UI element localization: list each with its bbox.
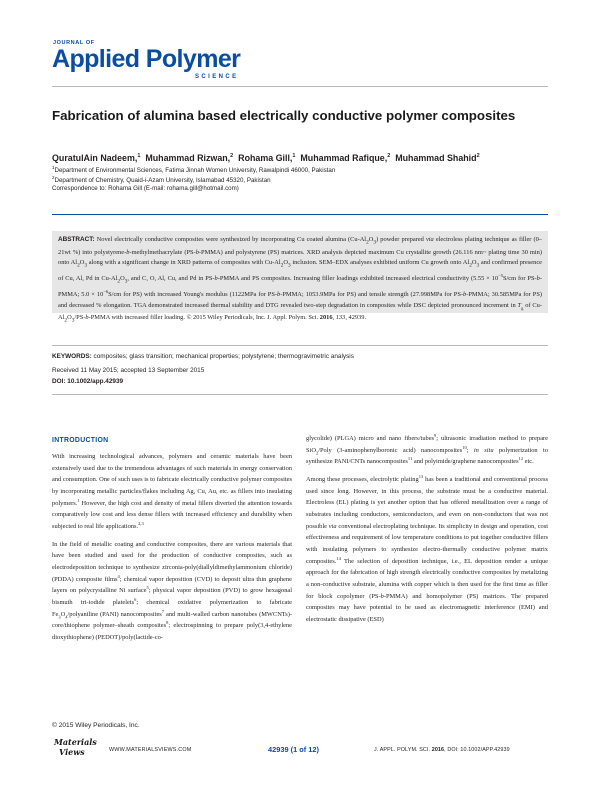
article-title: Fabrication of alumina based electrically conductive polymer composites xyxy=(52,108,516,123)
body-text: /polyaniline (PANI) nanocomposites xyxy=(67,610,162,618)
abstract-text: of Cu-Al xyxy=(58,301,542,322)
citation-ref: 7 xyxy=(161,608,165,614)
body-text: ; physical vapor deposition (PVD) to grow hexagonal bismuth tri-iodide platelets xyxy=(52,587,292,606)
body-text: polymerization to synthesize PANI/CNTs nanocomposites xyxy=(306,446,549,466)
journal-logo-prefix: JOURNAL OF xyxy=(53,40,95,46)
paragraph xyxy=(52,539,292,644)
abstract-text: ) xyxy=(376,236,379,243)
abstract-text: powder prepared xyxy=(378,236,426,243)
journal-logo xyxy=(52,40,252,88)
citation-ref: 12 xyxy=(518,456,524,462)
abstract-text: b xyxy=(85,314,89,322)
affiliation-text: Department of Environmental Sciences, Fatima Jinnah Women University, Rawalpindi 46000, Pakistan xyxy=(54,167,336,175)
received-dates: Received 11 May 2015; accepted 13 September 2015 xyxy=(52,367,205,374)
subscript: g xyxy=(521,304,524,310)
abstract-text: electroless plating technique as filler (0–21wt %) into polystyrene- xyxy=(58,236,542,256)
citation-ref: 9 xyxy=(434,432,437,438)
subscript: 3 xyxy=(84,262,88,269)
body-text: and multi-walled carbon nanotubes (MWCNTs)-core/thiophene polymer–sheath composites xyxy=(52,610,293,630)
citation-ref: 5 xyxy=(146,585,149,591)
body-text: glycolide) (PLGA) micro and nano fibers/tubes xyxy=(306,435,435,442)
body-text: ; xyxy=(466,446,474,454)
abstract-text: b xyxy=(195,248,199,256)
body-text: Among these processes, electrolytic plating xyxy=(306,475,419,483)
body-text: ; chemical oxidative polymerization to fabricate Fe xyxy=(52,598,292,618)
author-name: Muhammad Rizwan, xyxy=(145,152,231,163)
subscript: 2 xyxy=(469,262,472,269)
header-divider xyxy=(52,86,548,87)
abstract-text: -methylmethacrylate (PS- xyxy=(129,248,196,256)
abstract-text: /PS- xyxy=(74,314,86,322)
abstract-label: ABSTRACT: xyxy=(58,236,95,243)
subscript: 3 xyxy=(124,278,128,285)
subscript: 3 xyxy=(373,239,377,246)
footer-citation xyxy=(374,747,510,753)
subscript: 3 xyxy=(287,262,291,269)
body-text: in situ xyxy=(473,446,494,454)
paragraph xyxy=(306,474,548,626)
affiliation-text: Department of Chemistry, Quaid-i-Azam University, Islamabad 45320, Pakistan xyxy=(54,177,271,185)
abstract-text: , 42939. xyxy=(345,314,367,322)
subscript: 2 xyxy=(315,449,319,455)
body-text: ; chemical vapor deposition (CVD) to deposit ultra thin graphene layers on polycrystalline Ni surface xyxy=(52,575,292,595)
journal-logo-main: Applied Polymer xyxy=(52,45,241,73)
body-text: via xyxy=(328,522,337,530)
author-name: Muhammad Rafique, xyxy=(300,152,388,163)
abstract-text: along with a significant change in XRD patterns of composites with Cu-Al xyxy=(87,259,281,267)
superscript: −5 xyxy=(498,273,503,279)
title-block-divider xyxy=(52,214,548,215)
abstract-text: S/cm for PS- xyxy=(502,275,537,283)
abstract-text: b xyxy=(277,291,281,299)
abstract-text: -PMMA) and polystyrene (PS) matrices. XRD analysis depicted maximum Cu crystallite growth (26.116 nm~ plating time 30 min) onto Al xyxy=(58,248,542,267)
body-right-column xyxy=(306,433,548,626)
abstract-text: -PMMA with increased filler loading. © 2015 Wiley Periodicals, Inc. J. Appl. Polym. Sci. xyxy=(88,314,320,322)
abstract-text: and confirmed presence of Cu, Al, Pd in Cu-Al xyxy=(58,259,543,283)
citation-ref: 10 xyxy=(462,444,467,450)
abstract-text: -PMMA and PS composites. Increasing filler loadings exhibited increased electrical conductivity (5.55 × 10 xyxy=(217,275,499,283)
doi-divider xyxy=(52,394,548,395)
abstract-text: 133 xyxy=(335,314,346,322)
citation-ref: 14 xyxy=(336,555,341,561)
subscript: 2 xyxy=(280,262,284,269)
author-name: QuratulAin Nadeem, xyxy=(52,152,138,163)
abstract-text: b xyxy=(536,275,540,283)
citation-ref: 11 xyxy=(407,456,413,462)
body-text: With increasing technological advances, polymers and ceramic materials have been extensively used due to the tremendous advantages of such materials in energy conservation and consumption. One of such uses is to fabricate electrically conductive polymer composites by incorporating metallic particles/flakes including Ag, Cu, Au, etc. as fillers into insulating polymers. xyxy=(52,453,292,507)
citation-ref: 13 xyxy=(418,473,424,479)
abstract-text: -PMMA; 30.585MPa for PS) and decreased % elongation. TGA demonstrated increased thermal stability and DTG revealed two-step degradation in composites while DSC depicted pronounced increment in xyxy=(58,291,542,309)
citation-ref: 8 xyxy=(166,620,169,626)
author-affil-ref: 1 xyxy=(137,153,141,159)
citation-ref: 4 xyxy=(117,573,120,579)
subscript: 2 xyxy=(64,317,68,324)
author-name: Rohama Gill, xyxy=(238,152,293,163)
abstract-text: b xyxy=(126,248,130,256)
body-text: The selection of deposition technique, i.e., EL deposition render a unique approach for the fabrication of high strength electrically conductive composites by metalizing a non-conductive substrate, alumina with copper which is then used for the first time as filler for block copolymer (PS- xyxy=(306,557,548,600)
citation-ref: 6 xyxy=(134,596,137,602)
journal-logo-suffix: SCIENCE xyxy=(195,74,239,80)
subscript: 3 xyxy=(58,613,61,619)
footer-citation-year: 2016 xyxy=(431,747,445,753)
keywords-label: KEYWORDS: xyxy=(52,353,92,360)
section-heading: INTRODUCTION xyxy=(52,437,109,444)
author-affil-ref: 2 xyxy=(476,153,480,159)
abstract-text: -PMMA; 5.0 × 10 xyxy=(58,275,543,299)
footer-citation-text: J. APPL. POLYM. SCI. xyxy=(374,747,432,753)
body-left-column xyxy=(52,437,292,644)
footer-url[interactable]: WWW.MATERIALSVIEWS.COM xyxy=(109,747,192,753)
paragraph xyxy=(52,451,292,533)
subscript: 4 xyxy=(65,613,68,619)
author-list xyxy=(52,151,548,164)
keywords-divider xyxy=(52,345,548,346)
copyright-notice: © 2015 Wiley Periodicals, Inc. xyxy=(52,722,140,729)
author-affil-ref: 2 xyxy=(387,153,391,159)
affiliation-ref: 2 xyxy=(52,175,55,180)
abstract-text: via xyxy=(425,236,434,243)
body-text: /Poly (3-aminophenylboronic acid) nanocomposites xyxy=(318,446,463,454)
body-text: However, the high cost and density of metal fillers diverted the attention towards comparatively low cost and less dense fillers with increased efficiency and durability when subjected to real life applications. xyxy=(52,499,292,530)
abstract-text: , and C, O, Al, Cu, and Pd in PS- xyxy=(127,275,215,283)
subscript: 3 xyxy=(71,317,75,324)
abstract-text: -PMMA; 1053.9MPa for PS) and tensile strength (27.998MPa for PS- xyxy=(280,291,464,299)
body-text: b xyxy=(380,592,384,600)
body-text: ; ultrasonic irradiation method to prepare SiO xyxy=(306,435,548,454)
abstract-text: T xyxy=(517,301,522,309)
abstract-text: , xyxy=(332,314,336,322)
affiliation xyxy=(52,174,271,185)
body-text: etc. xyxy=(523,458,534,466)
keywords xyxy=(52,353,354,360)
subscript: 2 xyxy=(366,239,369,246)
subscript: 2 xyxy=(77,262,80,269)
body-text: In the field of metallic coating and conductive composites, there are various materials that have been studied and used for the production of conductive composites, such as electrodeposition technique to synthesize zirconia-poly(diallyldimethylammonium chloride) (PDDA) composite films xyxy=(52,540,292,583)
subscript: 3 xyxy=(476,262,480,269)
materials-views-logo-line1: Materials xyxy=(54,737,97,747)
abstract-text: S/cm for PS) with increased Young's modulus (1122MPa for PS- xyxy=(108,291,278,299)
abstract-text: 2016 xyxy=(319,314,333,322)
materials-views-logo xyxy=(52,737,97,761)
keywords-text: composites; glass transition; mechanical properties; polystyrene; thermogravimetric analysis xyxy=(91,353,354,360)
citation-ref: 2,3 xyxy=(138,520,144,526)
citation-ref: 1 xyxy=(77,497,80,503)
body-text: conventional electroplating technique. Its simplicity in design and operation, cost effectiveness and requirement of low temperature conditions to put together conductive fillers with insulating polymers to synthesize electro-thermally conductive polymer matrix composites. xyxy=(306,522,548,565)
abstract-text: Novel electrically conductive composites were synthesized by incorporating Cu coated alumina (Cu-Al xyxy=(94,236,367,243)
abstract-text: b xyxy=(463,291,467,299)
subscript: 2 xyxy=(117,278,121,285)
affiliation-ref: 1 xyxy=(52,165,55,170)
materials-views-logo-line2: Views xyxy=(59,747,85,757)
author-name: Muhammad Shahid xyxy=(395,152,477,163)
doi: DOI: 10.1002/app.42939 xyxy=(52,378,124,385)
body-text: O xyxy=(60,610,66,618)
abstract-text: b xyxy=(214,275,218,283)
correspondence: Correspondence to: Rohama Gill (E-mail: rohama.gill@hotmail.com) xyxy=(52,185,239,192)
page-number: 42939 (1 of 12) xyxy=(268,745,319,754)
abstract: ABSTRACT: Novel electrically conductive composites were synthesized by incorporating Cu coated alumina $(Cu-Al_2O_3)$ powder prepared via electroless plating technique as filler (0–21wt %) into polystyrene-b-methylmethacrylate (PS-b-PMMA) and polystyrene (PS) matrices. XRD analysis depicted maximum Cu crystallite growth (26.116 nm~ plating time 30 min) onto $Al_2O_3$ along with a significant change in XRD patterns of composites with $Cu-Al_2O_3$ inclusion. SEM–EDX analyses exhibited uniform Cu growth onto $Al_2O_3$ and confirmed presence of Cu, Al, Pd in $Cu-Al_2O_3$, and C, O, Al, Cu, and Pd in PS-b-PMMA and PS composites. Increasing filler loadings exhibited increased electrical conductivity ($5.55 \times 10^{-5}S/cm$ for PS-b-PMMA; $5.0 \times 10^{-6}S/cm$ for PS) with increased Young's modulus (1122MPa for PS-b-PMMA; 1053.9MPa for PS) and tensile strength (27.998MPa for PS-b-PMMA; 30.585MPa for PS) and decreased % elongation. TGA demonstrated increased thermal stability and DTG revealed two-step degradation in composites while DSC depicted pronounced increment in $T_g$ of $Cu-Al_2O_3/PS-b$-PMMA with increased filler loading. © 2015 Wiley Periodicals, Inc. J. Appl. Polym. Sci. 2016, 133, 42939. xyxy=(58,236,543,324)
body-text: ; electrospinning to prepare poly(3,4-ethylene dioxythiophene) (PEDOT)/poly(lactide-co- xyxy=(52,622,292,641)
author-affil-ref: 2 xyxy=(230,153,234,159)
footer-citation-text: , DOI: 10.1002/APP.42939 xyxy=(444,747,510,753)
author-affil-ref: 1 xyxy=(292,153,296,159)
body-text: and polyimide/graphene nanocomposites xyxy=(412,458,519,466)
body-text: -PMMA) and homopolymer (PS) matrices. The prepared composites may have potential to be used as electromagnetic interference (EMI) and electrostatic dissipative (ESD) xyxy=(306,592,548,623)
abstract-text: inclusion. SEM–EDX analyses exhibited uniform Cu growth onto Al xyxy=(290,259,470,267)
superscript: −6 xyxy=(103,288,109,294)
body-text: has been a traditional and conventional process used since long. However, in this process, the substrate must be a conductive material. Electroless (EL) plating is yet another option that has offered metallization over a range of substrates including conductors, semiconductors, and even on non-conductors that was not possible xyxy=(306,475,548,530)
paragraph xyxy=(306,433,548,468)
